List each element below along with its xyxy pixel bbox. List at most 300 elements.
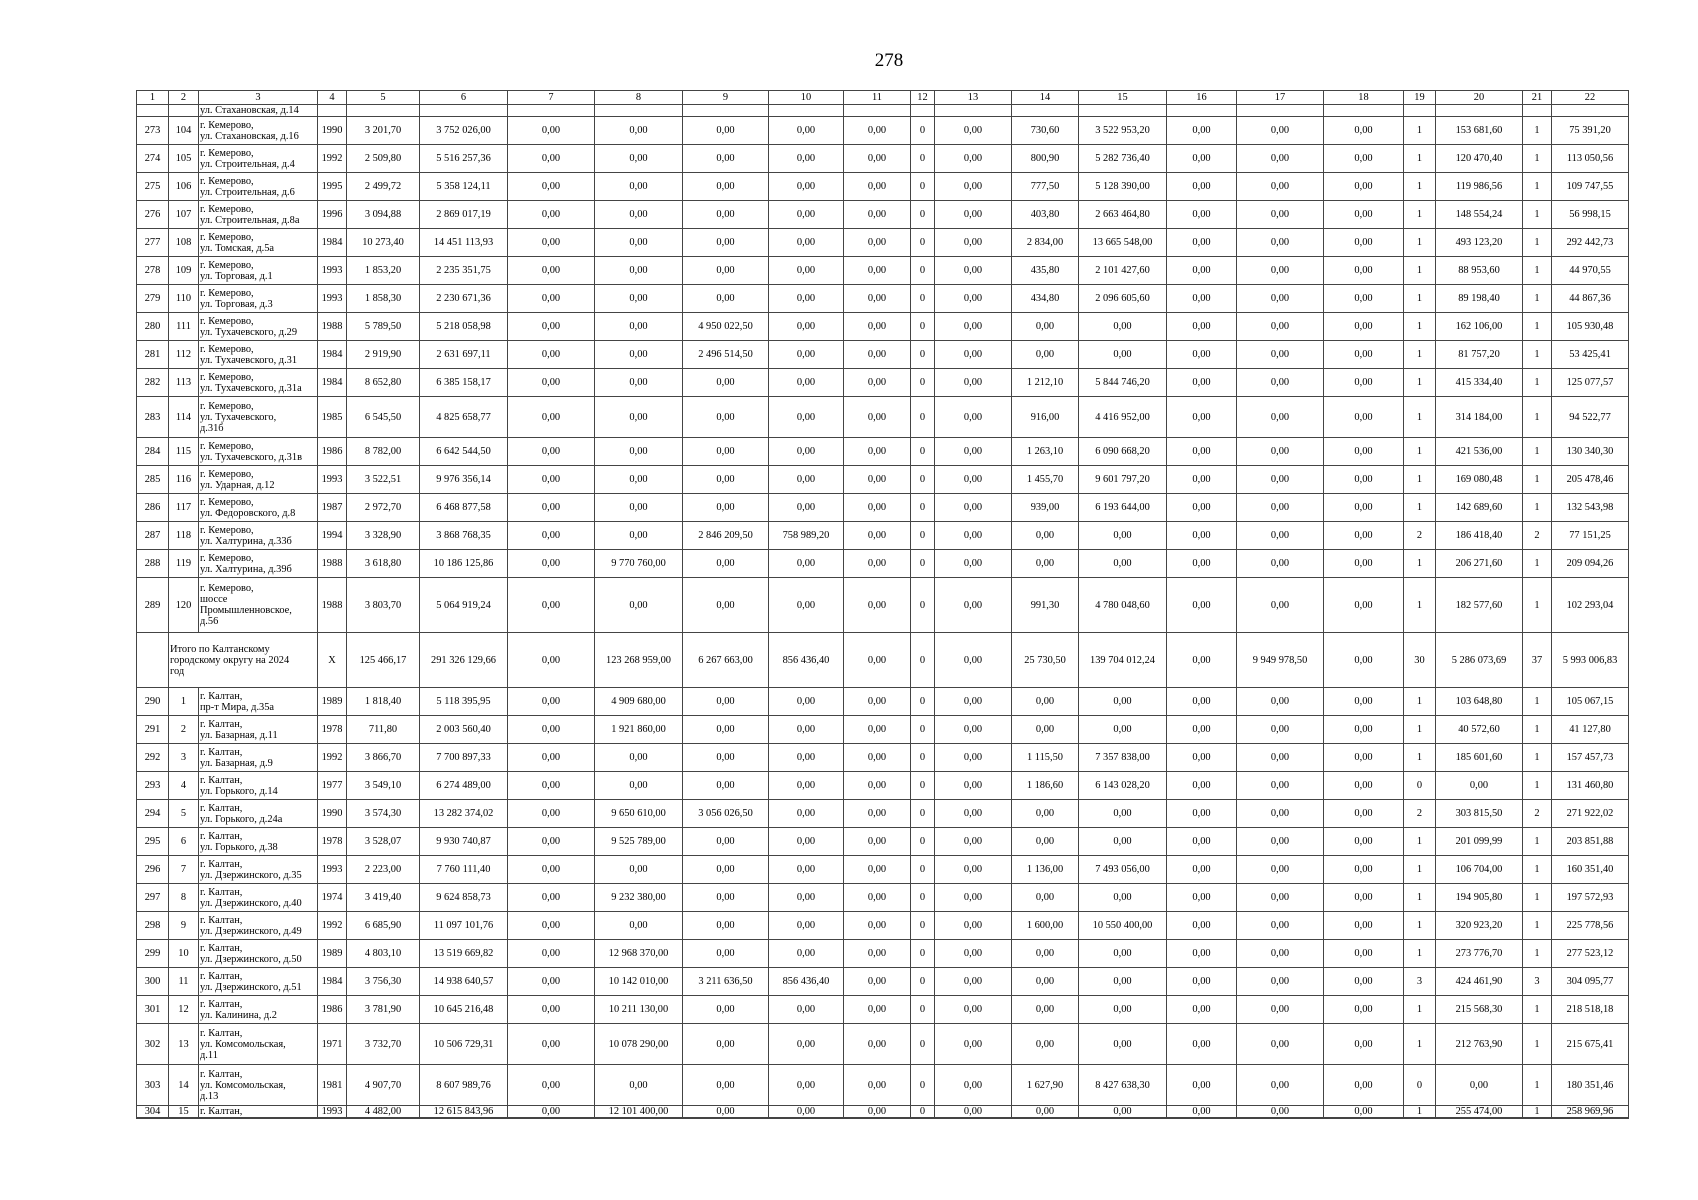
table-cell: 0 xyxy=(911,940,935,968)
address-cell: ул. Стахановская, д.14 xyxy=(199,105,318,117)
table-row xyxy=(137,744,1629,772)
table-cell: 13 xyxy=(169,1024,199,1065)
table-cell: 40 572,60 xyxy=(1436,716,1523,744)
table-cell: 118 xyxy=(169,522,199,550)
column-header: 20 xyxy=(1436,91,1523,105)
table-cell: 0,00 xyxy=(683,494,769,522)
table-row xyxy=(137,550,1629,578)
table-cell: 0,00 xyxy=(683,117,769,145)
table-cell: 88 953,60 xyxy=(1436,257,1523,285)
table-cell: 108 xyxy=(169,229,199,257)
table-cell: 130 340,30 xyxy=(1552,438,1629,466)
table-cell: 0,00 xyxy=(508,201,595,229)
address-line: шоссе xyxy=(200,594,228,605)
table-cell: 0,00 xyxy=(935,800,1012,828)
table-cell: 0,00 xyxy=(508,369,595,397)
table-cell: 1 xyxy=(1404,145,1436,173)
table-cell: 0,00 xyxy=(683,145,769,173)
table-cell: 0,00 xyxy=(1237,466,1324,494)
table-cell: 0,00 xyxy=(508,744,595,772)
empty-cell xyxy=(1552,105,1629,117)
table-cell: 0,00 xyxy=(595,578,683,633)
table-cell: 0,00 xyxy=(844,466,911,494)
table-cell: 2 230 671,36 xyxy=(420,285,508,313)
table-row xyxy=(137,257,1629,285)
table-cell: 0,00 xyxy=(1237,744,1324,772)
table-cell: 0,00 xyxy=(1237,173,1324,201)
table-cell: 1 xyxy=(1404,229,1436,257)
table-cell: 0,00 xyxy=(1079,688,1167,716)
table-cell: 1 xyxy=(1404,688,1436,716)
table-cell: 1988 xyxy=(318,313,347,341)
table-cell: 0,00 xyxy=(595,313,683,341)
table-cell: 0,00 xyxy=(844,397,911,438)
table-row xyxy=(137,145,1629,173)
table-cell: 1993 xyxy=(318,466,347,494)
table-cell: 0,00 xyxy=(935,1106,1012,1119)
table-cell: 215 675,41 xyxy=(1552,1024,1629,1065)
table-cell: 0,00 xyxy=(1324,578,1404,633)
table-cell: 205 478,46 xyxy=(1552,466,1629,494)
table-cell: 0,00 xyxy=(844,996,911,1024)
table-cell: 1971 xyxy=(318,1024,347,1065)
table-cell: 403,80 xyxy=(1012,201,1079,229)
table-cell: 131 460,80 xyxy=(1552,772,1629,800)
table-cell: 991,30 xyxy=(1012,578,1079,633)
table-cell: 1984 xyxy=(318,968,347,996)
table-cell: 2 101 427,60 xyxy=(1079,257,1167,285)
table-cell: 0,00 xyxy=(683,996,769,1024)
table-cell: 0,00 xyxy=(769,1065,844,1106)
table-cell: 0,00 xyxy=(1167,438,1237,466)
table-cell: 1992 xyxy=(318,145,347,173)
table-cell: 286 xyxy=(137,494,169,522)
table-cell: 0,00 xyxy=(1167,940,1237,968)
table-cell: 120 470,40 xyxy=(1436,145,1523,173)
table-cell: 2 663 464,80 xyxy=(1079,201,1167,229)
table-cell: 288 xyxy=(137,550,169,578)
table-cell: 0,00 xyxy=(844,744,911,772)
table-cell: 1 xyxy=(1523,772,1552,800)
column-header: 9 xyxy=(683,91,769,105)
table-cell: 0 xyxy=(911,884,935,912)
table-cell: 0,00 xyxy=(844,1065,911,1106)
table-cell: 0,00 xyxy=(935,912,1012,940)
table-cell: 0,00 xyxy=(1324,397,1404,438)
address-line: г. Калтан, xyxy=(200,858,243,870)
table-cell: 0,00 xyxy=(769,257,844,285)
table-cell: 0,00 xyxy=(1012,828,1079,856)
table-cell: 0,00 xyxy=(1237,550,1324,578)
table-cell: 0,00 xyxy=(1324,494,1404,522)
table-cell: 0,00 xyxy=(935,884,1012,912)
table-cell: 3 522,51 xyxy=(347,466,420,494)
column-header: 2 xyxy=(169,91,199,105)
table-cell: 0,00 xyxy=(1237,438,1324,466)
address-cell xyxy=(199,397,318,438)
table-cell: 314 184,00 xyxy=(1436,397,1523,438)
empty-cell xyxy=(508,105,595,117)
table-cell: 2 003 560,40 xyxy=(420,716,508,744)
table-cell: 0,00 xyxy=(769,285,844,313)
table-cell: 1988 xyxy=(318,550,347,578)
table-cell: 0,00 xyxy=(595,494,683,522)
column-header: 22 xyxy=(1552,91,1629,105)
column-header: 15 xyxy=(1079,91,1167,105)
table-cell: 1 xyxy=(1404,466,1436,494)
table-cell: 0,00 xyxy=(595,145,683,173)
address-cell xyxy=(199,117,318,145)
table-cell: 185 601,60 xyxy=(1436,744,1523,772)
table-cell: 0,00 xyxy=(935,173,1012,201)
table-cell: 5 064 919,24 xyxy=(420,578,508,633)
table-cell: 0,00 xyxy=(1237,716,1324,744)
table-cell: 1978 xyxy=(318,716,347,744)
table-cell: 0 xyxy=(911,145,935,173)
address-line: г. Кемерово, xyxy=(200,552,254,564)
table-cell: 0,00 xyxy=(1324,1065,1404,1106)
total-cell: X xyxy=(318,633,347,688)
table-cell: 1990 xyxy=(318,117,347,145)
table-cell: 103 648,80 xyxy=(1436,688,1523,716)
table-cell: 0,00 xyxy=(769,145,844,173)
table-cell: 0,00 xyxy=(1012,716,1079,744)
table-cell: 0,00 xyxy=(935,1065,1012,1106)
empty-cell xyxy=(1404,105,1436,117)
table-cell: 0,00 xyxy=(508,996,595,1024)
column-header: 6 xyxy=(420,91,508,105)
empty-cell xyxy=(420,105,508,117)
table-cell: 0,00 xyxy=(1237,313,1324,341)
total-cell: 0,00 xyxy=(1167,633,1237,688)
table-cell: 119 xyxy=(169,550,199,578)
table-cell: 298 xyxy=(137,912,169,940)
address-line: ул. Горького, д.24а xyxy=(200,813,283,825)
table-cell: 1 xyxy=(1523,117,1552,145)
table-cell: 0,00 xyxy=(769,1024,844,1065)
address-line: г. Калтан, xyxy=(200,970,243,982)
table-cell: 1977 xyxy=(318,772,347,800)
address-cell xyxy=(199,1024,318,1065)
table-cell: 0,00 xyxy=(683,884,769,912)
table-cell: 434,80 xyxy=(1012,285,1079,313)
table-cell: 44 867,36 xyxy=(1552,285,1629,313)
table-cell: 0 xyxy=(911,856,935,884)
total-cell: 5 993 006,83 xyxy=(1552,633,1629,688)
page-number: 278 xyxy=(874,50,904,71)
table-cell: 0,00 xyxy=(508,578,595,633)
table-cell: 1 xyxy=(1523,285,1552,313)
table-cell: 3 803,70 xyxy=(347,578,420,633)
table-cell: 0,00 xyxy=(508,341,595,369)
table-cell: 0,00 xyxy=(769,369,844,397)
table-cell: 4 803,10 xyxy=(347,940,420,968)
table-cell: 0,00 xyxy=(844,716,911,744)
table-cell: 142 689,60 xyxy=(1436,494,1523,522)
table-cell: 1 136,00 xyxy=(1012,856,1079,884)
table-cell: 12 615 843,96 xyxy=(420,1106,508,1119)
table-cell: 7 760 111,40 xyxy=(420,856,508,884)
table-cell: 0 xyxy=(911,522,935,550)
column-header: 11 xyxy=(844,91,911,105)
table-cell: 3 094,88 xyxy=(347,201,420,229)
table-row xyxy=(137,341,1629,369)
address-cell xyxy=(199,313,318,341)
table-cell: 1 xyxy=(1404,1024,1436,1065)
table-row xyxy=(137,494,1629,522)
table-cell: 105 xyxy=(169,145,199,173)
table-cell: 201 099,99 xyxy=(1436,828,1523,856)
address-cell xyxy=(199,688,318,716)
table-cell: 5 516 257,36 xyxy=(420,145,508,173)
table-cell: 5 789,50 xyxy=(347,313,420,341)
table-cell: 0,00 xyxy=(844,341,911,369)
table-cell: 0,00 xyxy=(508,1024,595,1065)
table-cell: 1 xyxy=(1523,1106,1552,1119)
table-cell: 0,00 xyxy=(1012,940,1079,968)
table-cell: 0 xyxy=(911,257,935,285)
table-cell: 0,00 xyxy=(508,145,595,173)
address-cell xyxy=(199,229,318,257)
table-cell: 6 143 028,20 xyxy=(1079,772,1167,800)
table-cell: 0,00 xyxy=(1436,1065,1523,1106)
table-cell: 0,00 xyxy=(844,1106,911,1119)
table-cell: 13 282 374,02 xyxy=(420,800,508,828)
table-cell: 160 351,40 xyxy=(1552,856,1629,884)
table-cell: 0,00 xyxy=(769,912,844,940)
table-cell: 0,00 xyxy=(1237,145,1324,173)
address-line: г. Калтан, xyxy=(200,718,243,730)
table-cell: 53 425,41 xyxy=(1552,341,1629,369)
table-cell: 0,00 xyxy=(595,772,683,800)
table-row xyxy=(137,912,1629,940)
table-cell: 102 293,04 xyxy=(1552,578,1629,633)
table-cell: 0,00 xyxy=(769,466,844,494)
table-cell: 157 457,73 xyxy=(1552,744,1629,772)
address-line: ул. Строительная, д.6 xyxy=(200,186,295,198)
table-cell: 0,00 xyxy=(935,494,1012,522)
address-cell xyxy=(199,369,318,397)
address-cell xyxy=(199,968,318,996)
table-cell: 1 212,10 xyxy=(1012,369,1079,397)
total-label-line: Итого по Калтанскому xyxy=(170,643,270,655)
table-row xyxy=(137,996,1629,1024)
address-line: г. Кемерово, xyxy=(200,496,254,508)
table-cell: 0,00 xyxy=(769,716,844,744)
table-cell: 0,00 xyxy=(935,369,1012,397)
table-cell: 0,00 xyxy=(508,1106,595,1119)
table-cell: 4 950 022,50 xyxy=(683,313,769,341)
table-cell: 0,00 xyxy=(1324,313,1404,341)
table-cell: 277 523,12 xyxy=(1552,940,1629,968)
table-cell: 9 525 789,00 xyxy=(595,828,683,856)
table-cell: 0,00 xyxy=(683,229,769,257)
empty-cell xyxy=(137,633,169,688)
table-cell: 0,00 xyxy=(508,800,595,828)
address-cell xyxy=(199,912,318,940)
data-table xyxy=(136,90,1629,1119)
table-cell: 0,00 xyxy=(595,744,683,772)
table-cell: 10 273,40 xyxy=(347,229,420,257)
table-cell: 0 xyxy=(911,912,935,940)
table-cell: 10 550 400,00 xyxy=(1079,912,1167,940)
table-cell: 0 xyxy=(1404,1065,1436,1106)
table-row xyxy=(137,1024,1629,1065)
table-cell: 0,00 xyxy=(683,912,769,940)
table-cell: 56 998,15 xyxy=(1552,201,1629,229)
table-cell: 0,00 xyxy=(595,369,683,397)
table-cell: 0,00 xyxy=(1167,117,1237,145)
table-cell: 0,00 xyxy=(508,229,595,257)
table-cell: 0,00 xyxy=(508,494,595,522)
table-cell: 0,00 xyxy=(1167,494,1237,522)
table-cell: 0,00 xyxy=(844,438,911,466)
address-cell xyxy=(199,856,318,884)
table-cell: 0 xyxy=(911,716,935,744)
table-cell: 1 xyxy=(1404,341,1436,369)
table-cell: 0 xyxy=(911,494,935,522)
table-cell: 1 xyxy=(1523,397,1552,438)
table-cell: 0,00 xyxy=(683,828,769,856)
table-cell: 4 482,00 xyxy=(347,1106,420,1119)
address-line: ул. Халтурина, д.39б xyxy=(200,563,292,575)
table-cell: 1993 xyxy=(318,856,347,884)
table-cell: 0,00 xyxy=(595,1065,683,1106)
table-cell: 0,00 xyxy=(1237,285,1324,313)
table-cell: 1981 xyxy=(318,1065,347,1106)
table-cell: 3 211 636,50 xyxy=(683,968,769,996)
table-cell: 6 385 158,17 xyxy=(420,369,508,397)
address-cell xyxy=(199,578,318,633)
table-cell: 125 077,57 xyxy=(1552,369,1629,397)
address-cell xyxy=(199,940,318,968)
table-cell: 0,00 xyxy=(935,341,1012,369)
table-cell: 0,00 xyxy=(844,145,911,173)
table-cell: 711,80 xyxy=(347,716,420,744)
table-cell: 6 545,50 xyxy=(347,397,420,438)
table-cell: 800,90 xyxy=(1012,145,1079,173)
table-cell: 2 235 351,75 xyxy=(420,257,508,285)
table-cell: 2 xyxy=(169,716,199,744)
table-row xyxy=(137,173,1629,201)
table-cell: 0,00 xyxy=(683,856,769,884)
table-cell: 0,00 xyxy=(844,800,911,828)
table-cell: 0,00 xyxy=(935,828,1012,856)
table-cell: 10 186 125,86 xyxy=(420,550,508,578)
total-cell: 123 268 959,00 xyxy=(595,633,683,688)
total-cell: 6 267 663,00 xyxy=(683,633,769,688)
table-row xyxy=(137,856,1629,884)
table-cell: 116 xyxy=(169,466,199,494)
table-cell: 9 601 797,20 xyxy=(1079,466,1167,494)
table-cell: 0 xyxy=(911,996,935,1024)
table-cell: 0,00 xyxy=(1237,257,1324,285)
table-cell: 303 815,50 xyxy=(1436,800,1523,828)
address-line: г. Калтан, xyxy=(200,1106,243,1117)
table-cell: 0 xyxy=(911,438,935,466)
table-cell: 281 xyxy=(137,341,169,369)
table-cell: 1 186,60 xyxy=(1012,772,1079,800)
table-cell: 1 xyxy=(1404,716,1436,744)
table-cell: 1 455,70 xyxy=(1012,466,1079,494)
table-cell: 10 142 010,00 xyxy=(595,968,683,996)
table-cell: 114 xyxy=(169,397,199,438)
table-cell: 5 118 395,95 xyxy=(420,688,508,716)
table-cell: 1 xyxy=(1404,744,1436,772)
table-cell: 0,00 xyxy=(1079,1024,1167,1065)
table-cell: 0 xyxy=(911,397,935,438)
table-cell: 1989 xyxy=(318,940,347,968)
table-cell: 0,00 xyxy=(935,201,1012,229)
table-cell: 0,00 xyxy=(508,285,595,313)
table-cell: 1986 xyxy=(318,996,347,1024)
table-cell: 0,00 xyxy=(595,856,683,884)
table-cell: 2 869 017,19 xyxy=(420,201,508,229)
table-cell: 113 050,56 xyxy=(1552,145,1629,173)
table-cell: 287 xyxy=(137,522,169,550)
table-cell: 1996 xyxy=(318,201,347,229)
table-cell: 12 101 400,00 xyxy=(595,1106,683,1119)
column-header: 3 xyxy=(199,91,318,105)
table-cell: 1993 xyxy=(318,285,347,313)
table-cell: 0,00 xyxy=(1324,744,1404,772)
table-cell: 1 853,20 xyxy=(347,257,420,285)
table-cell: 3 732,70 xyxy=(347,1024,420,1065)
table-cell: 294 xyxy=(137,800,169,828)
table-cell: 11 097 101,76 xyxy=(420,912,508,940)
table-cell: 1984 xyxy=(318,369,347,397)
table-cell: 3 618,80 xyxy=(347,550,420,578)
table-cell: 1 xyxy=(1523,856,1552,884)
table-cell: 0,00 xyxy=(1167,744,1237,772)
table-cell: 0 xyxy=(911,772,935,800)
table-cell: 1984 xyxy=(318,341,347,369)
table-cell: 0,00 xyxy=(935,466,1012,494)
table-cell: 6 090 668,20 xyxy=(1079,438,1167,466)
table-cell: 0,00 xyxy=(1079,884,1167,912)
table-cell: 0,00 xyxy=(508,828,595,856)
table-cell: 0,00 xyxy=(683,1106,769,1119)
address-line: г. Калтан, xyxy=(200,830,243,842)
table-cell: 2 846 209,50 xyxy=(683,522,769,550)
empty-cell xyxy=(911,105,935,117)
address-line: г. Калтан, xyxy=(200,690,243,702)
table-cell: 9 930 740,87 xyxy=(420,828,508,856)
table-cell: 0,00 xyxy=(1324,173,1404,201)
column-header: 17 xyxy=(1237,91,1324,105)
table-cell: 0,00 xyxy=(1324,257,1404,285)
table-cell: 0 xyxy=(911,968,935,996)
address-line: г. Кемерово, xyxy=(200,400,254,412)
column-header: 8 xyxy=(595,91,683,105)
table-cell: 10 078 290,00 xyxy=(595,1024,683,1065)
table-cell: 3 549,10 xyxy=(347,772,420,800)
table-cell: 0,00 xyxy=(508,1065,595,1106)
table-cell: 282 xyxy=(137,369,169,397)
table-cell: 0,00 xyxy=(683,466,769,494)
address-cell xyxy=(199,1065,318,1106)
table-cell: 81 757,20 xyxy=(1436,341,1523,369)
table-cell: 0,00 xyxy=(1167,884,1237,912)
table-cell: 0,00 xyxy=(1167,912,1237,940)
table-cell: 2 096 605,60 xyxy=(1079,285,1167,313)
empty-cell xyxy=(595,105,683,117)
table-cell: 0,00 xyxy=(1167,772,1237,800)
table-cell: 13 665 548,00 xyxy=(1079,229,1167,257)
table-cell: 0,00 xyxy=(769,884,844,912)
table-cell: 0,00 xyxy=(595,522,683,550)
table-cell: 0,00 xyxy=(683,578,769,633)
